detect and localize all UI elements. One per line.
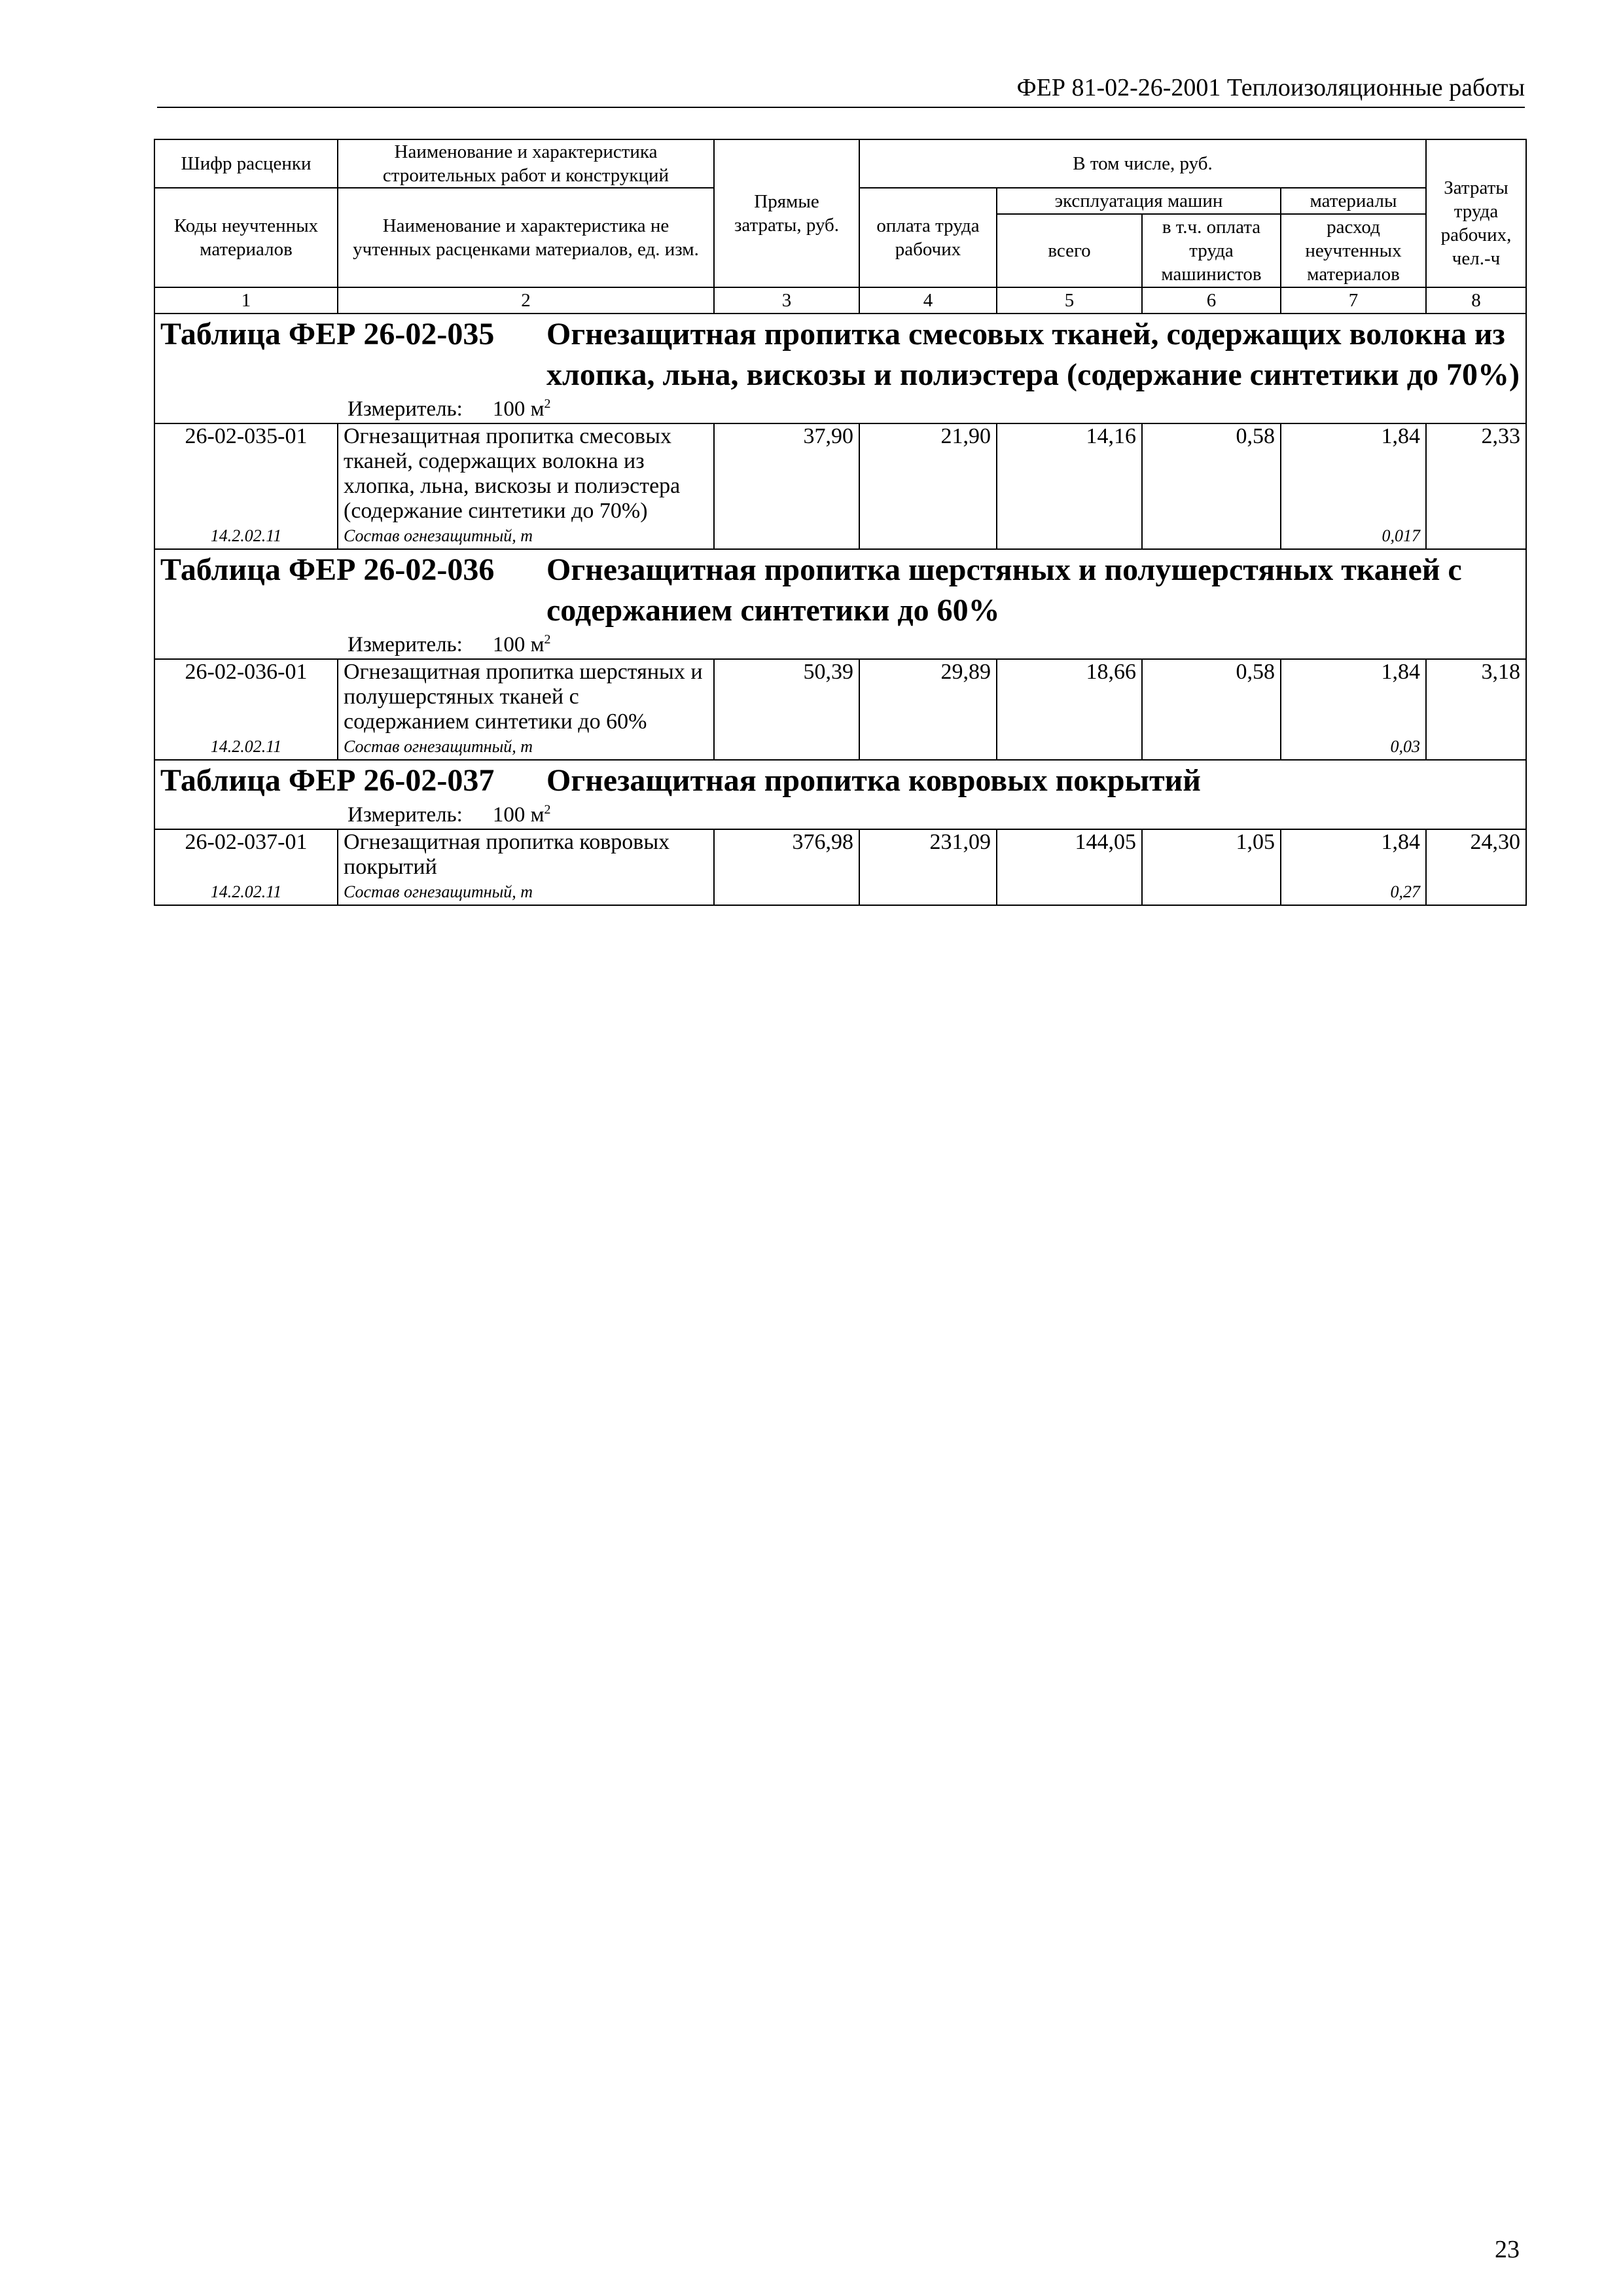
header-rate-code: Шифр расценки (154, 139, 338, 188)
section-unit (348, 395, 1520, 423)
section-title: Огнезащитная пропитка ковровых покрытий (546, 763, 1201, 798)
labor-hours: 24,30 (1426, 829, 1526, 905)
column-number: 2 (338, 287, 714, 314)
rates-table (154, 139, 1527, 906)
labor-hours: 2,33 (1426, 423, 1526, 549)
section-code: Таблица ФЕР 26-02-037 (160, 763, 495, 798)
section-code: Таблица ФЕР 26-02-036 (160, 552, 495, 587)
direct-costs: 376,98 (714, 829, 859, 905)
machinist-pay: 0,58 (1142, 423, 1281, 549)
column-number: 1 (154, 287, 338, 314)
materials-cost: 1,84 (1281, 659, 1426, 734)
unit-exponent: 2 (544, 632, 551, 647)
column-number: 6 (1142, 287, 1281, 314)
unit-value: 100 м (492, 803, 544, 827)
material-consumption: 0,03 (1281, 734, 1426, 760)
table-row (154, 659, 1526, 734)
header-direct-costs: Прямые затраты, руб. (714, 139, 859, 287)
machines-total: 14,16 (997, 423, 1142, 549)
material-consumption: 0,017 (1281, 524, 1426, 549)
unit-label: Измеритель: (348, 633, 463, 656)
labor-pay: 21,90 (859, 423, 997, 549)
rate-code: 26-02-035-01 (154, 423, 338, 524)
header-material-consumption: расход неучтенных материалов (1281, 214, 1426, 287)
unit-label: Измеритель: (348, 803, 463, 827)
materials-cost: 1,84 (1281, 423, 1426, 524)
machines-total: 144,05 (997, 829, 1142, 905)
rate-name: Огнезащитная пропитка шерстяных и полушерстяных тканей с содержанием синтетики до 60% (338, 659, 714, 734)
rate-name: Огнезащитная пропитка ковровых покрытий (338, 829, 714, 880)
table-row (154, 423, 1526, 524)
machines-total: 18,66 (997, 659, 1142, 760)
material-name: Состав огнезащитный, т (338, 734, 714, 760)
header-work-name: Наименование и характеристика строительных работ и конструкций (338, 139, 714, 188)
unit-exponent: 2 (544, 802, 551, 817)
unit-value: 100 м (492, 397, 544, 421)
section-unit (348, 631, 1520, 658)
header-material-codes: Коды неучтенных материалов (154, 188, 338, 287)
material-code: 14.2.02.11 (154, 524, 338, 549)
header-divider (157, 107, 1525, 108)
labor-pay: 231,09 (859, 829, 997, 905)
direct-costs: 50,39 (714, 659, 859, 760)
section-unit (348, 801, 1520, 829)
header-labor-hours: Затраты труда рабочих, чел.-ч (1426, 139, 1526, 287)
material-name: Состав огнезащитный, т (338, 524, 714, 549)
header-machinist-pay: в т.ч. оплата труда машинистов (1142, 214, 1281, 287)
section-title: Огнезащитная пропитка смесовых тканей, содержащих волокна из хлопка, льна, вискозы и полиэстера (содержание синтетики до 70%) (546, 317, 1520, 392)
running-header-title: ФЕР 81-02-26-2001 Теплоизоляционные работы (1016, 74, 1525, 101)
section-heading (154, 549, 1526, 659)
material-consumption: 0,27 (1281, 880, 1426, 905)
column-number: 3 (714, 287, 859, 314)
header-machines: эксплуатация машин (997, 188, 1281, 214)
labor-hours: 3,18 (1426, 659, 1526, 760)
material-code: 14.2.02.11 (154, 734, 338, 760)
machinist-pay: 1,05 (1142, 829, 1281, 905)
unit-label: Измеритель: (348, 397, 463, 421)
table-row (154, 829, 1526, 880)
unit-exponent: 2 (544, 397, 551, 411)
rate-name: Огнезащитная пропитка смесовых тканей, содержащих волокна из хлопка, льна, вискозы и полиэстера (содержание синтетики до 70%) (338, 423, 714, 524)
materials-cost: 1,84 (1281, 829, 1426, 880)
section-heading (154, 314, 1526, 423)
header-material-name: Наименование и характеристика не учтенных расценками материалов, ед. изм. (338, 188, 714, 287)
section-heading (154, 760, 1526, 829)
column-number: 5 (997, 287, 1142, 314)
page-number: 23 (1495, 2236, 1520, 2263)
column-number: 7 (1281, 287, 1426, 314)
direct-costs: 37,90 (714, 423, 859, 549)
section-code: Таблица ФЕР 26-02-035 (160, 317, 495, 351)
header-materials: материалы (1281, 188, 1426, 214)
unit-value: 100 м (492, 633, 544, 656)
header-machines-total: всего (997, 214, 1142, 287)
rate-code: 26-02-036-01 (154, 659, 338, 734)
rate-code: 26-02-037-01 (154, 829, 338, 880)
machinist-pay: 0,58 (1142, 659, 1281, 760)
column-number: 4 (859, 287, 997, 314)
labor-pay: 29,89 (859, 659, 997, 760)
header-including: В том числе, руб. (859, 139, 1426, 188)
material-name: Состав огнезащитный, т (338, 880, 714, 905)
header-labor-pay: оплата труда рабочих (859, 188, 997, 287)
column-number: 8 (1426, 287, 1526, 314)
material-code: 14.2.02.11 (154, 880, 338, 905)
section-title: Огнезащитная пропитка шерстяных и полушерстяных тканей с содержанием синтетики до 60% (546, 552, 1462, 628)
